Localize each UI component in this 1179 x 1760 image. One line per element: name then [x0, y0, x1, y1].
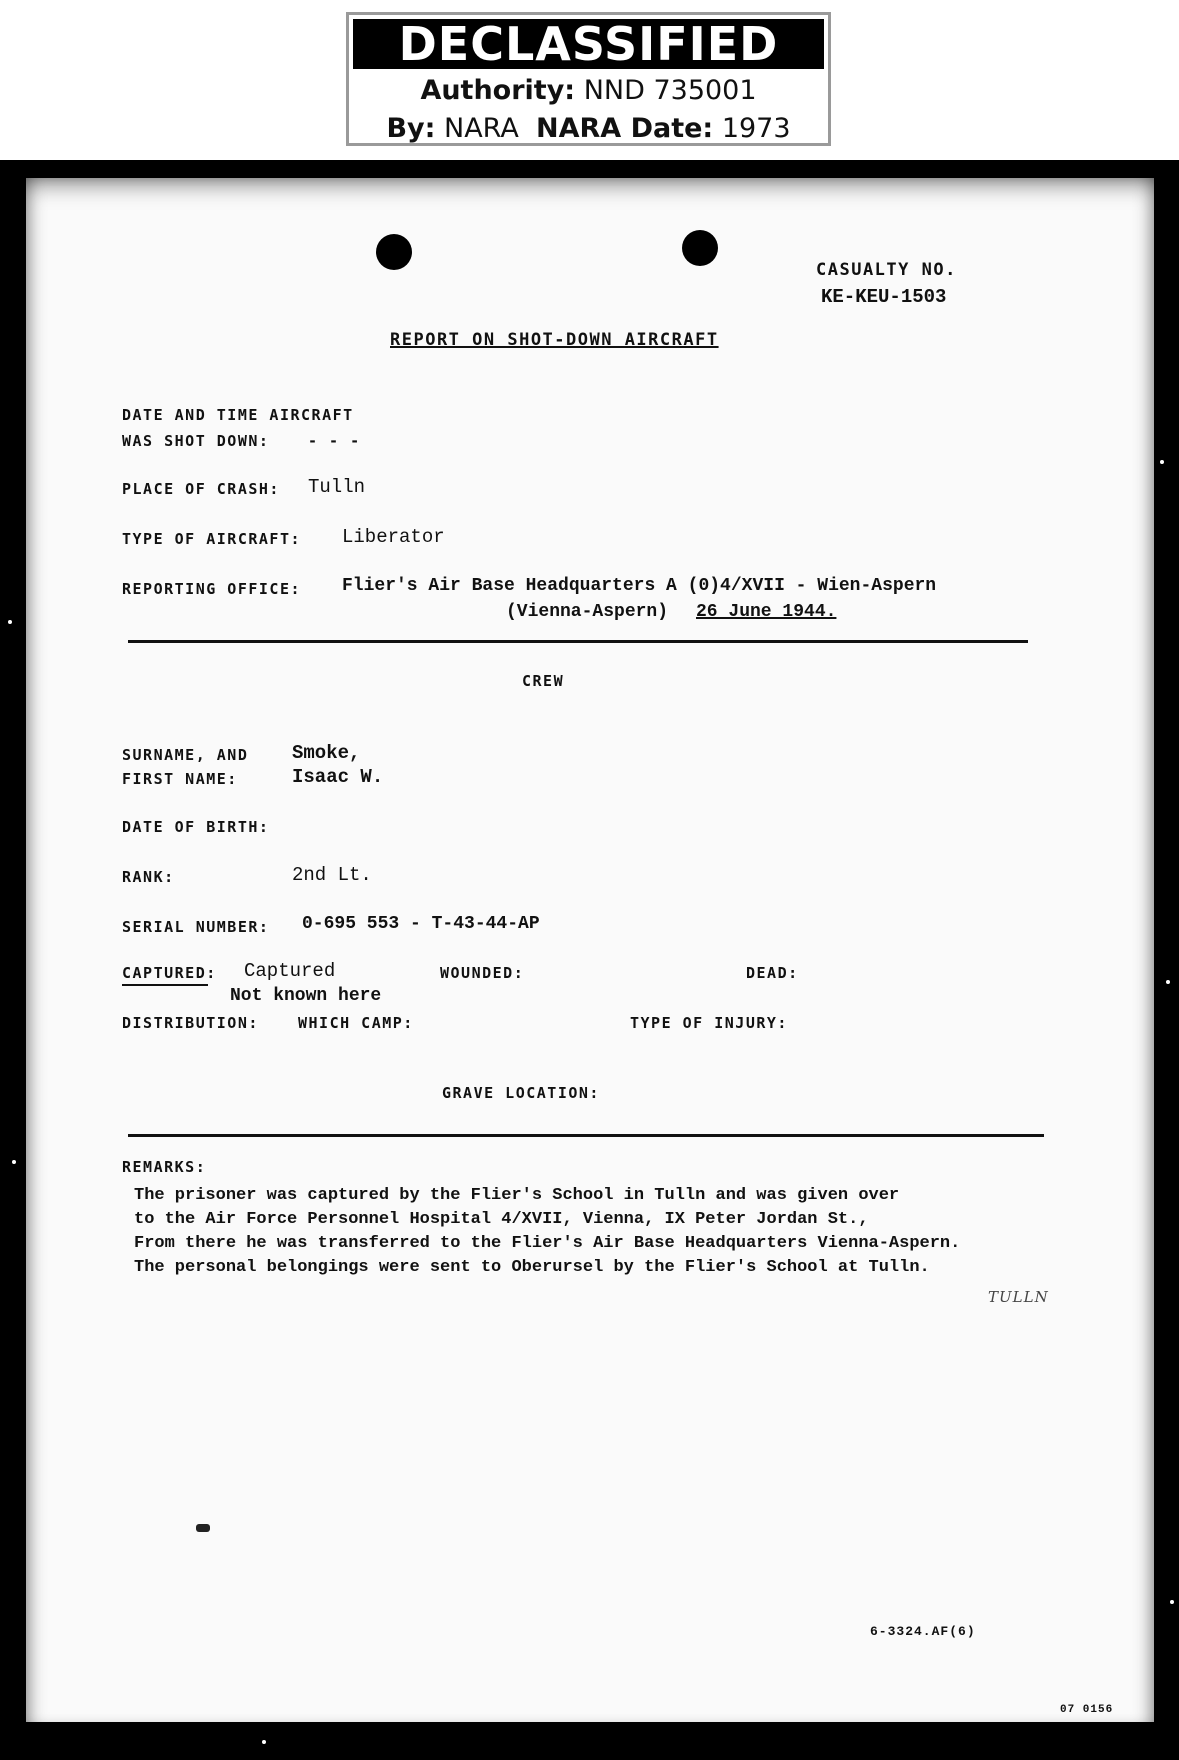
not-known-value: Not known here	[230, 986, 382, 1006]
grave-location-label: GRAVE LOCATION:	[442, 1084, 600, 1102]
surname-label: SURNAME, AND	[122, 746, 249, 764]
scan-speck	[8, 620, 12, 624]
crew-heading: CREW	[522, 672, 565, 690]
scan-speck	[12, 1160, 16, 1164]
scan-speck	[1170, 1600, 1174, 1604]
place-label: PLACE OF CRASH:	[122, 480, 280, 498]
camp-label: WHICH CAMP:	[298, 1014, 414, 1032]
serial-number-label: SERIAL NUMBER:	[122, 918, 270, 936]
date-time-value: - - -	[308, 432, 361, 450]
captured-value: Captured	[244, 960, 336, 982]
handwritten-note: TULLN	[988, 1288, 1049, 1306]
rank-value: 2nd Lt.	[292, 864, 372, 886]
stamp-authority-value: NND 735001	[583, 75, 757, 106]
place-value: Tulln	[308, 476, 366, 498]
stamp-by-label: By:	[386, 113, 436, 144]
declassified-stamp	[346, 12, 831, 146]
aircraft-type-label: TYPE OF AIRCRAFT:	[122, 530, 302, 548]
report-title: REPORT ON SHOT-DOWN AIRCRAFT	[390, 330, 719, 350]
remarks-line-4: The personal belongings were sent to Oberursel by the Flier's School at Tulln.	[134, 1258, 930, 1277]
surname-value: Smoke,	[292, 742, 361, 764]
dead-label: DEAD:	[746, 964, 799, 982]
date-time-label-1: DATE AND TIME AIRCRAFT	[122, 406, 354, 424]
stamp-by-value: NARA	[444, 113, 519, 144]
firstname-label: FIRST NAME:	[122, 770, 238, 788]
remarks-line-3: From there he was transferred to the Flier's Air Base Headquarters Vienna-Aspern.	[134, 1234, 961, 1253]
ink-mark	[196, 1524, 210, 1532]
aircraft-type-value: Liberator	[342, 526, 445, 548]
divider-bottom	[128, 1134, 1044, 1137]
reporting-office-value-2: (Vienna-Aspern)	[506, 602, 669, 622]
date-time-label-2: WAS SHOT DOWN:	[122, 432, 270, 450]
casualty-number: KE-KEU-1503	[821, 286, 947, 308]
captured-underline	[122, 984, 208, 986]
report-date: 26 June 1944.	[696, 602, 837, 622]
reporting-office-value: Flier's Air Base Headquarters A (0)4/XVII - Wien-Aspern	[342, 576, 937, 596]
stamp-by-line	[349, 113, 828, 145]
reporting-office-label: REPORTING OFFICE:	[122, 580, 302, 598]
stamp-authority-label: Authority:	[420, 75, 576, 106]
captured-label: CAPTURED:	[122, 964, 217, 982]
distribution-label: DISTRIBUTION:	[122, 1014, 259, 1032]
punch-hole-left	[376, 234, 412, 270]
page-code: 07 0156	[1060, 1704, 1114, 1716]
scan-speck	[262, 1740, 266, 1744]
injury-type-label: TYPE OF INJURY:	[630, 1014, 788, 1032]
birth-date-label: DATE OF BIRTH:	[122, 818, 270, 836]
rank-label: RANK:	[122, 868, 175, 886]
remarks-label: REMARKS:	[122, 1158, 207, 1176]
wounded-label: WOUNDED:	[440, 964, 525, 982]
scan-speck	[1166, 980, 1170, 984]
stamp-title: DECLASSIFIED	[353, 19, 824, 69]
punch-hole-right	[682, 230, 718, 266]
serial-number-value: 0-695 553 - T-43-44-AP	[302, 914, 540, 934]
firstname-value: Isaac W.	[292, 766, 384, 788]
casualty-label: CASUALTY NO.	[816, 260, 957, 280]
document-page	[26, 178, 1154, 1722]
stamp-date-label: NARA Date:	[536, 113, 714, 144]
stamp-authority	[349, 75, 828, 107]
form-number: 6-3324.AF(6)	[870, 1624, 976, 1639]
remarks-line-2: to the Air Force Personnel Hospital 4/XVII, Vienna, IX Peter Jordan St.,	[134, 1210, 869, 1229]
divider-top	[128, 640, 1028, 643]
scan-speck	[1160, 460, 1164, 464]
stamp-date-value: 1973	[721, 113, 791, 144]
remarks-line-1: The prisoner was captured by the Flier's School in Tulln and was given over	[134, 1186, 900, 1205]
